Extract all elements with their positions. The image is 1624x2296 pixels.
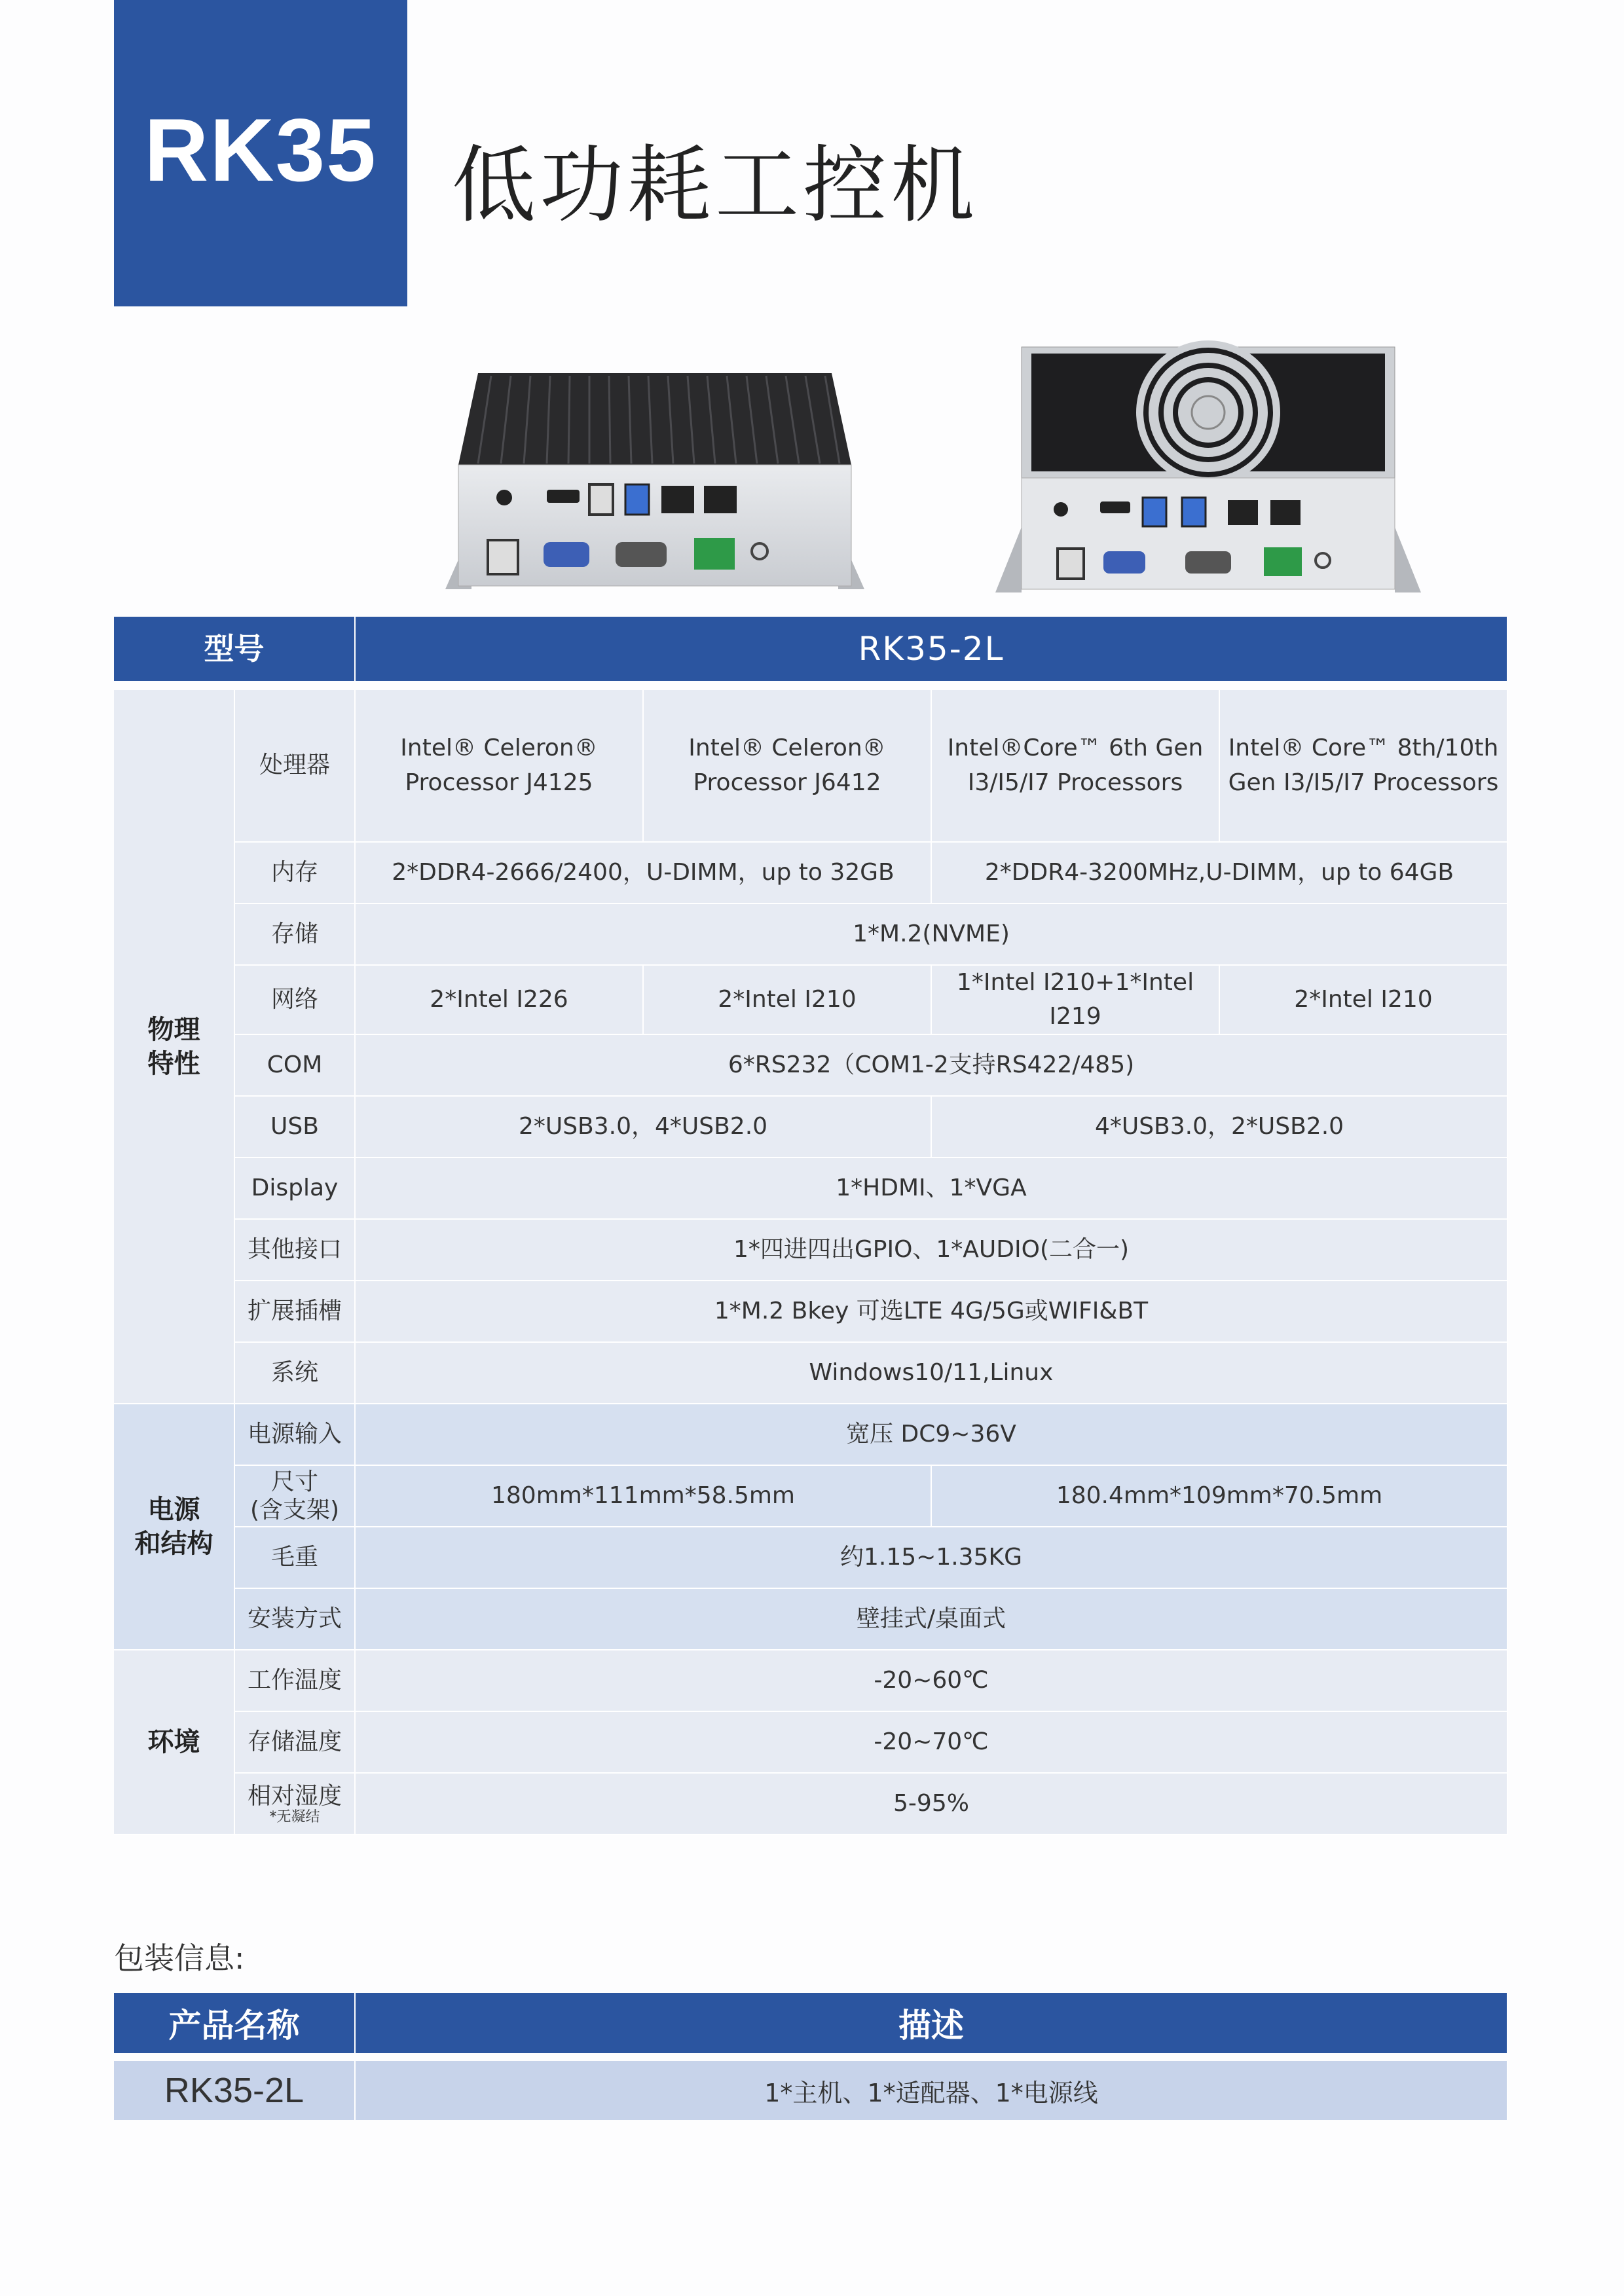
packaging-col-desc: 描述 [355, 1993, 1507, 2057]
spec-header-row [114, 617, 1507, 681]
spec-row-power-in [114, 1404, 1507, 1465]
spec-row-expansion [114, 1281, 1507, 1342]
power-in-value: 宽压 DC9~36V [355, 1404, 1507, 1465]
packaging-header-row [114, 1993, 1507, 2057]
model-badge [114, 0, 407, 306]
label-mount: 安装方式 [234, 1588, 355, 1650]
net-value: 2*Intel I210 [1219, 965, 1507, 1034]
label-humidity-text: 相对湿度 [247, 1782, 342, 1810]
humidity-note: *无凝结 [269, 1809, 320, 1826]
spec-row-storage [114, 903, 1507, 965]
com-value: 6*RS232（COM1-2支持RS422/485) [355, 1034, 1507, 1096]
spec-row-humidity [114, 1773, 1507, 1834]
label-storage: 存储 [234, 903, 355, 965]
spec-row-st-temp [114, 1711, 1507, 1773]
spec-header-label: 型号 [114, 617, 355, 681]
fanless-industrial-pc-photo [432, 367, 877, 596]
usb-value: 4*USB3.0，2*USB2.0 [931, 1096, 1507, 1157]
label-humidity [234, 1773, 355, 1834]
mount-value: 壁挂式/桌面式 [355, 1588, 1507, 1650]
spec-row-size [114, 1465, 1507, 1527]
spec-row-usb [114, 1096, 1507, 1157]
spec-row-mount [114, 1588, 1507, 1650]
label-cpu: 处理器 [234, 690, 355, 842]
spec-row-mem [114, 842, 1507, 903]
os-value: Windows10/11,Linux [355, 1342, 1507, 1404]
other-value: 1*四进四出GPIO、1*AUDIO(二合一) [355, 1219, 1507, 1281]
label-display: Display [234, 1157, 355, 1219]
size-value: 180.4mm*109mm*70.5mm [931, 1465, 1507, 1527]
spec-row-cpu [114, 690, 1507, 842]
label-size: 尺寸 (含支架) [234, 1465, 355, 1527]
cpu-option: Intel® Core™ 8th/10th Gen I3/I5/I7 Processors [1219, 690, 1507, 842]
label-other: 其他接口 [234, 1219, 355, 1281]
label-usb: USB [234, 1096, 355, 1157]
label-expansion: 扩展插槽 [234, 1281, 355, 1342]
st-temp-value: -20~70℃ [355, 1711, 1507, 1773]
packaging-col-name: 产品名称 [114, 1993, 355, 2057]
spec-row-op-temp [114, 1650, 1507, 1711]
model-badge-text: RK35 [144, 100, 377, 200]
page-title: 低功耗工控机 [452, 137, 979, 234]
spec-row-display [114, 1157, 1507, 1219]
label-op-temp: 工作温度 [234, 1650, 355, 1711]
size-value: 180mm*111mm*58.5mm [355, 1465, 931, 1527]
label-net: 网络 [234, 965, 355, 1034]
mem-value: 2*DDR4-2666/2400，U-DIMM，up to 32GB [355, 842, 931, 903]
label-st-temp: 存储温度 [234, 1711, 355, 1773]
spec-row-other [114, 1219, 1507, 1281]
cpu-option: Intel®Core™ 6th Gen I3/I5/I7 Processors [931, 690, 1219, 842]
display-value: 1*HDMI、1*VGA [355, 1157, 1507, 1219]
weight-value: 约1.15~1.35KG [355, 1527, 1507, 1588]
label-weight: 毛重 [234, 1527, 355, 1588]
net-value: 1*Intel I210+1*Intel I219 [931, 965, 1219, 1034]
spec-row-weight [114, 1527, 1507, 1588]
net-value: 2*Intel I226 [355, 965, 643, 1034]
op-temp-value: -20~60℃ [355, 1650, 1507, 1711]
cpu-option: Intel® Celeron® Processor J4125 [355, 690, 643, 842]
group-physical: 物理 特性 [114, 690, 234, 1404]
packaging-row [114, 2057, 1507, 2120]
group-env: 环境 [114, 1650, 234, 1834]
net-value: 2*Intel I210 [643, 965, 931, 1034]
spec-row-net [114, 965, 1507, 1034]
packaging-desc: 1*主机、1*适配器、1*电源线 [355, 2057, 1507, 2120]
spec-row-com [114, 1034, 1507, 1096]
group-power: 电源 和结构 [114, 1404, 234, 1650]
label-com: COM [234, 1034, 355, 1096]
cpu-option: Intel® Celeron® Processor J6412 [643, 690, 931, 842]
packaging-table [114, 1993, 1508, 2120]
spec-table [114, 617, 1508, 1835]
storage-value: 1*M.2(NVME) [355, 903, 1507, 965]
label-os: 系统 [234, 1342, 355, 1404]
packaging-model: RK35-2L [114, 2057, 355, 2120]
spec-header-model: RK35-2L [355, 617, 1507, 681]
fan-cooled-industrial-pc-photo [995, 340, 1421, 599]
mem-value: 2*DDR4-3200MHz,U-DIMM，up to 64GB [931, 842, 1507, 903]
packaging-title: 包装信息: [114, 1941, 245, 1976]
label-mem: 内存 [234, 842, 355, 903]
expansion-value: 1*M.2 Bkey 可选LTE 4G/5G或WIFI&BT [355, 1281, 1507, 1342]
humidity-value: 5-95% [355, 1773, 1507, 1834]
label-power-in: 电源输入 [234, 1404, 355, 1465]
usb-value: 2*USB3.0，4*USB2.0 [355, 1096, 931, 1157]
spec-row-os [114, 1342, 1507, 1404]
